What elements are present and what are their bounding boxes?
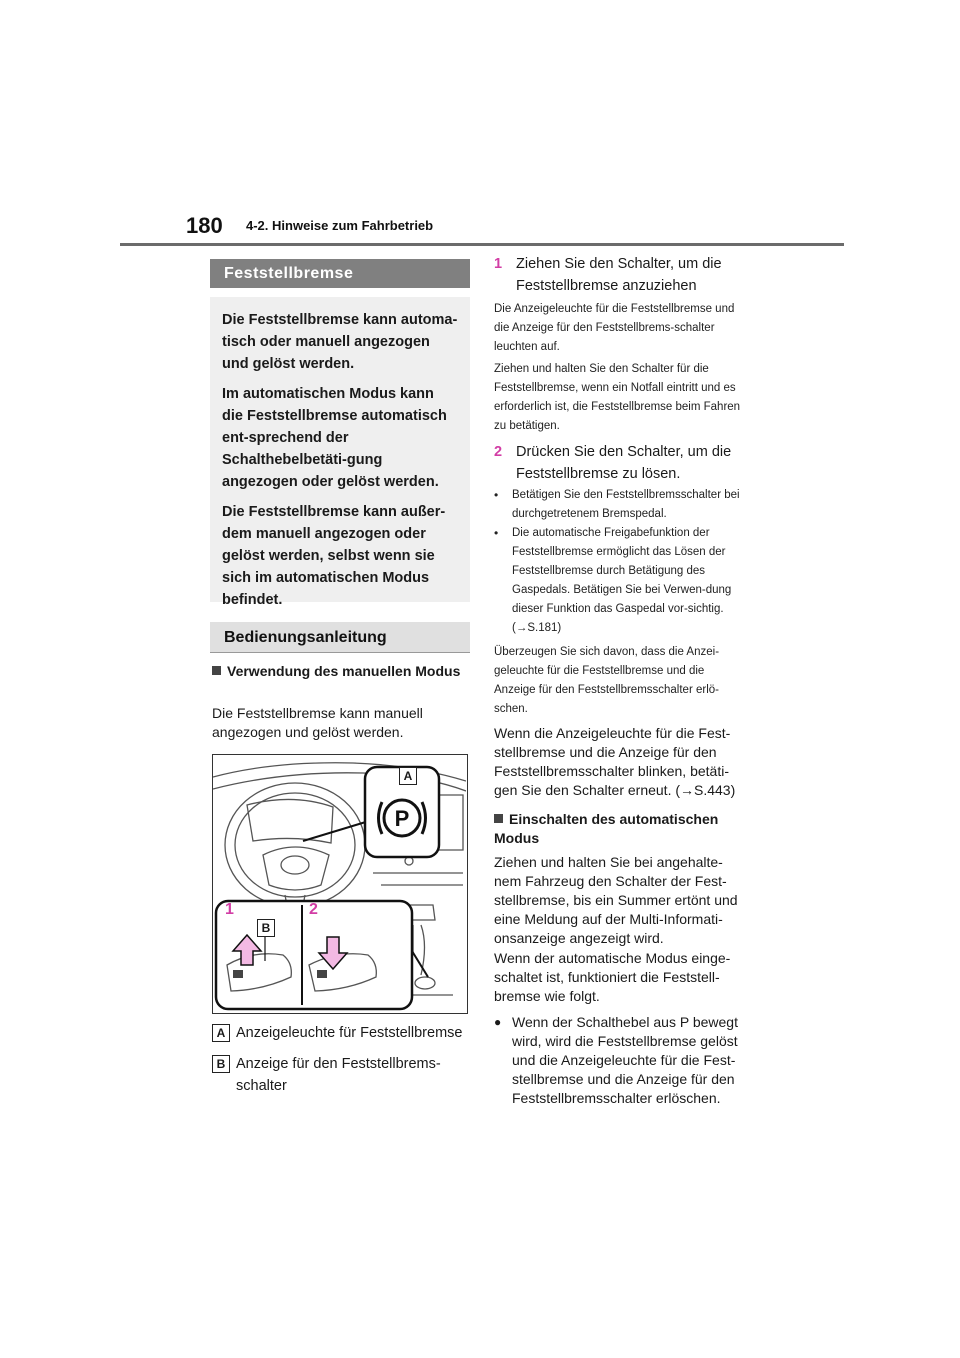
step-1-note-1: Die Anzeigeleuchte für die Feststellbremse und die Anzeige für den Feststellbrems-schalter leuchten auf. (494, 303, 735, 353)
auto-mode-bullet-1: ● Wenn der Schalthebel aus P bewegt wird, wird die Feststellbremse gelöst und die Anzeigeleuchte für die Fest-stellbremse und die Anzeige für den Feststellbremsschalter erlöschen. (494, 1013, 744, 1108)
step-2-text: Drücken Sie den Schalter, um die Feststellbremse zu lösen. (516, 444, 732, 482)
intro-paragraph-2: Im automatischen Modus kann die Feststellbremse automatisch ent-sprechend der Schalthebelbetäti-gung angezogen oder gelöst werden. (222, 386, 447, 490)
auto-mode-bullets (494, 1013, 744, 1108)
legend-item-a (212, 1024, 472, 1042)
manual-mode-heading (212, 662, 470, 681)
legend-letter-a: A (212, 1024, 230, 1042)
step-1-number: 1 (494, 256, 503, 272)
square-bullet-icon (494, 814, 503, 823)
section-title-feststellbremse: Feststellbremse (210, 259, 470, 288)
step-2-note: Überzeugen Sie sich davon, dass die Anzei-geleuchte für die Feststellbremse und die Anzeige für den Feststellbremsschalter erlö-schen. (494, 646, 720, 715)
legend-text-b: Anzeige für den Feststellbrems-schalter (236, 1056, 441, 1094)
intro-paragraph-3: Die Feststellbremse kann außer-dem manuell angezogen oder gelöst werden, selbst wenn sie sich im automatischen Modus befindet. (222, 504, 446, 608)
manual-mode-text: Die Feststellbremse kann manuell angezogen und gelöst werden. (212, 705, 423, 740)
auto-mode-heading-text: Einschalten des automatischen Modus (494, 811, 719, 846)
figure-number-2: 2 (309, 901, 318, 918)
step-1-text: Ziehen Sie den Schalter, um die Feststellbremse anzuziehen (516, 256, 722, 294)
dashboard-illustration (212, 754, 468, 1014)
legend-text-a: Anzeigeleuchte für Feststellbremse (236, 1025, 463, 1041)
page-number: 180 (186, 213, 223, 238)
step-2 (494, 441, 744, 485)
blink-warning-text: Wenn die Anzeigeleuchte für die Fest-stellbremse und die Anzeige für den Feststellbremsschalter blinken, betäti-gen Sie den Schalter erneut. (→S.443) (494, 725, 736, 798)
step-2-number: 2 (494, 444, 503, 460)
step-2-bullet-2: • Die automatische Freigabefunktion der Feststellbremse ermöglicht das Lösen der Feststellbremse durch Betätigung des Gaspedals. Betätigen Sie bei Verwen-dung dieser Funktion das Gaspedal vor-sichtig. (→S.181) (494, 524, 746, 638)
indicator-callout (303, 767, 439, 857)
step-2-bullets (494, 486, 746, 638)
square-bullet-icon (212, 666, 221, 675)
svg-text:P: P (394, 806, 410, 831)
intro-box (210, 297, 470, 608)
step-2-bullet-1: • Betätigen Sie den Feststellbremsschalter bei durchgetretenem Bremspedal. (494, 486, 746, 524)
dashboard-drawing (213, 755, 466, 1012)
callout-b-label: B (257, 919, 275, 937)
legend-letter-b: B (212, 1055, 230, 1073)
auto-mode-text-2: Wenn der automatische Modus einge-schaltet ist, funktioniert die Feststell-bremse wie folgt. (494, 950, 731, 1004)
intro-paragraph-1: Die Feststellbremse kann automa-tisch oder manuell angezogen und gelöst werden. (222, 312, 458, 372)
header-divider (120, 243, 844, 246)
step-1 (494, 253, 744, 297)
subsection-title-bedienung: Bedienungsanleitung (210, 622, 470, 653)
figure-number-1: 1 (225, 901, 234, 918)
legend-item-b (212, 1055, 472, 1094)
auto-mode-heading (494, 810, 744, 848)
auto-mode-text-1: Ziehen und halten Sie bei angehalte-nem Fahrzeug den Schalter der Fest-stellbremse, bis ein Summer ertönt und eine Meldung auf der Multi-Informati-onsanzeige angezeigt wird. (494, 854, 738, 946)
chapter-title: 4-2. Hinweise zum Fahrbetrieb (246, 218, 434, 233)
step-1-note-2: Ziehen und halten Sie den Schalter für die Feststellbremse, wenn ein Notfall eintritt und es erforderlich ist, die Feststellbremse beim Fahren zu betätigen. (494, 363, 741, 432)
callout-a-label: A (399, 767, 417, 785)
manual-mode-heading-text: Verwendung des manuellen Modus (227, 663, 461, 679)
